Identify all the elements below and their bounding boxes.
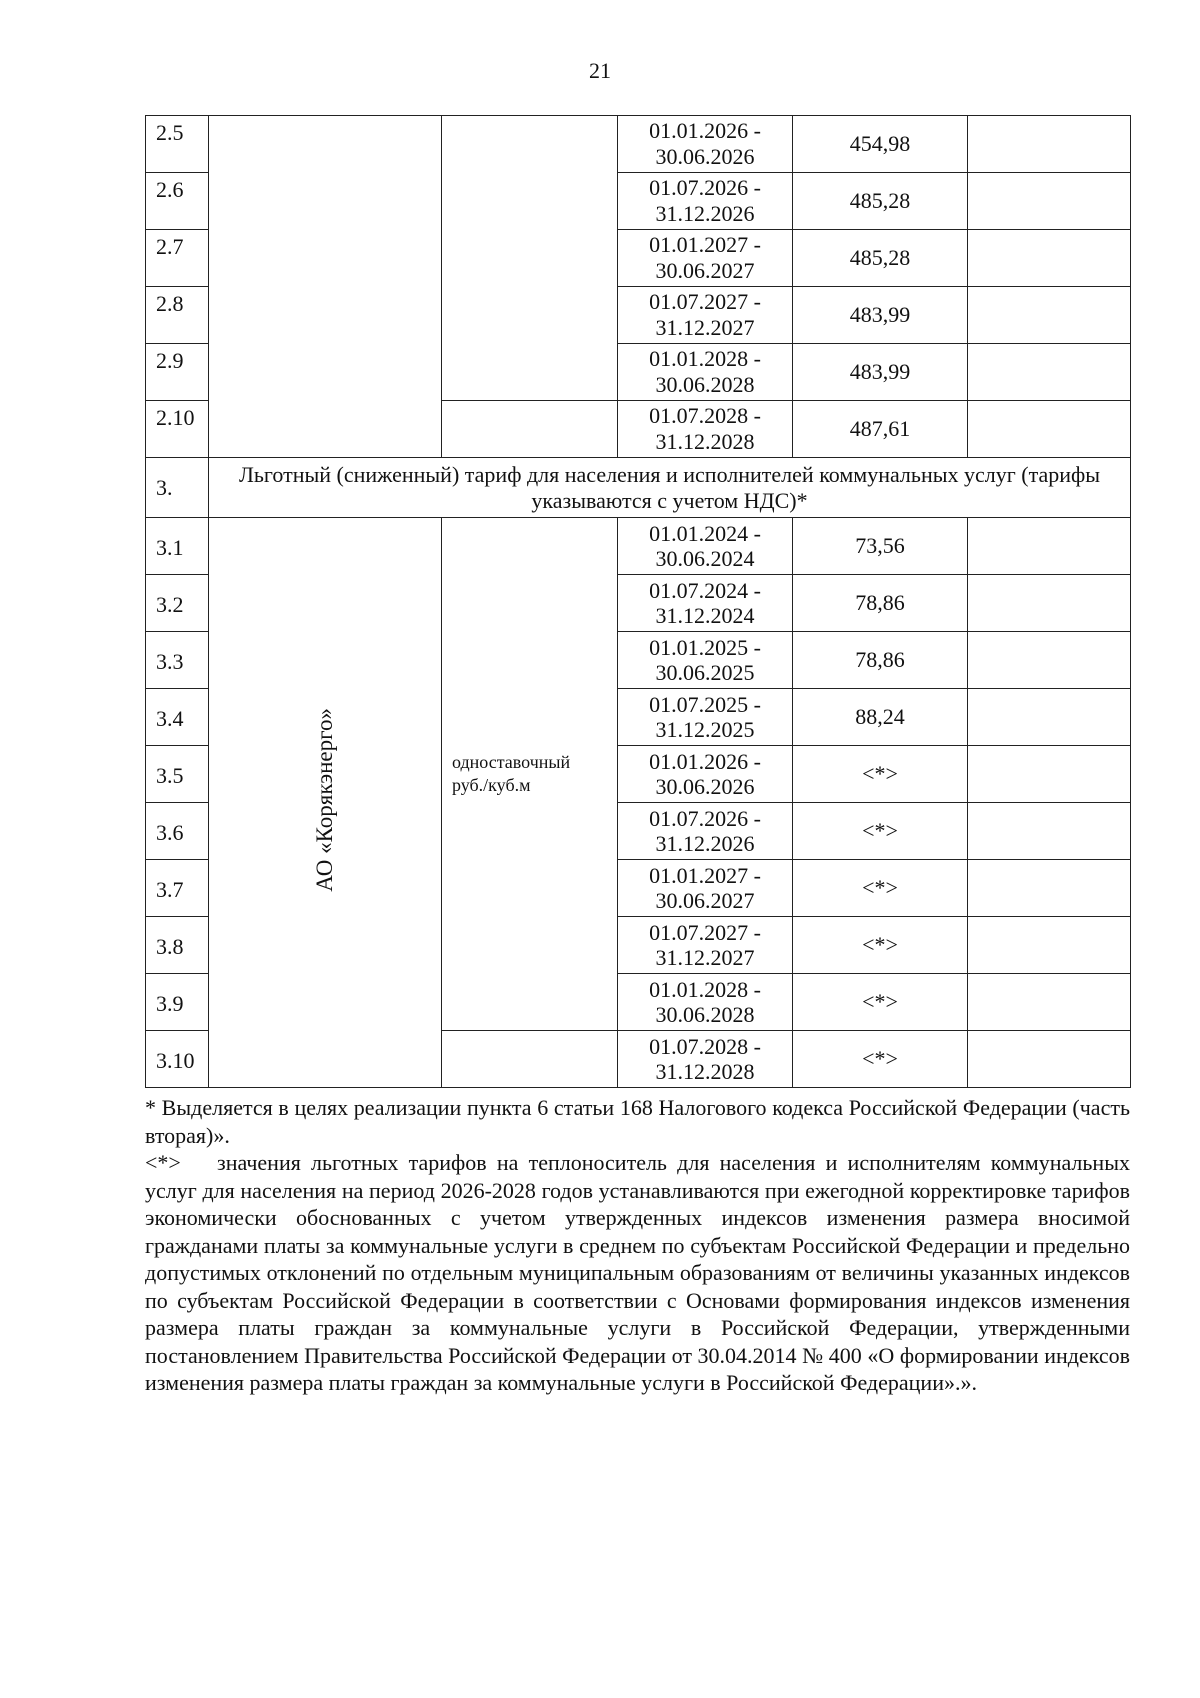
rate-type-cell	[442, 116, 618, 401]
period-cell	[618, 575, 793, 632]
row-number: 3.2	[146, 575, 209, 632]
tariff-value: 485,28	[793, 230, 968, 287]
tariff-value: 454,98	[793, 116, 968, 173]
period-cell	[618, 344, 793, 401]
period-start: 01.07.2028 -	[649, 1033, 761, 1059]
tariff-value: 78,86	[793, 632, 968, 689]
period-start: 01.07.2026 -	[649, 805, 761, 831]
period-cell	[618, 689, 793, 746]
row-number: 3.3	[146, 632, 209, 689]
row-number: 2.9	[146, 344, 209, 401]
empty-cell	[968, 1031, 1131, 1088]
period-end: 31.12.2027	[655, 315, 755, 340]
empty-cell	[968, 344, 1131, 401]
period-start: 01.07.2026 -	[649, 175, 761, 201]
footnote-mark: <*>	[145, 1150, 181, 1175]
rate-unit: руб./куб.м	[452, 775, 531, 796]
row-number: 2.8	[146, 287, 209, 344]
period-start: 01.01.2026 -	[649, 118, 761, 144]
tariff-value: <*>	[793, 917, 968, 974]
period-cell	[618, 401, 793, 458]
empty-cell	[968, 518, 1131, 575]
empty-cell	[968, 974, 1131, 1031]
period-cell	[618, 860, 793, 917]
empty-cell	[968, 803, 1131, 860]
group-title: Льготный (сниженный) тариф для населения и исполнителей коммунальных услуг (тарифы указываются с учетом НДС)*	[209, 458, 1131, 518]
period-end: 30.06.2028	[655, 1002, 755, 1028]
row-number: 2.7	[146, 230, 209, 287]
tariff-section-2	[146, 116, 1131, 458]
period-end: 30.06.2024	[655, 546, 755, 572]
rate-type-cell	[442, 1031, 618, 1088]
empty-cell	[968, 632, 1131, 689]
rate-type-cell	[442, 401, 618, 458]
period-end: 30.06.2027	[655, 258, 755, 283]
empty-cell	[968, 230, 1131, 287]
tariff-value: 483,99	[793, 344, 968, 401]
table-row	[146, 116, 1131, 173]
table-row	[146, 518, 1131, 575]
period-end: 31.12.2024	[655, 603, 755, 629]
row-number: 2.6	[146, 173, 209, 230]
tariff-section-3-header	[146, 458, 1131, 518]
period-cell	[618, 173, 793, 230]
period-end: 31.12.2025	[655, 717, 755, 743]
row-number: 3.6	[146, 803, 209, 860]
tariff-value: <*>	[793, 803, 968, 860]
tariff-value: 88,24	[793, 689, 968, 746]
tariff-value: <*>	[793, 746, 968, 803]
footnote-vat: * Выделяется в целях реализации пункта 6 статьи 168 Налогового кодекса Российской Федерации (часть вторая)».	[145, 1095, 1130, 1148]
period-end: 30.06.2025	[655, 660, 755, 686]
period-cell	[618, 632, 793, 689]
period-end: 31.12.2026	[655, 831, 755, 857]
empty-cell	[968, 860, 1131, 917]
period-end: 31.12.2027	[655, 945, 755, 971]
period-start: 01.07.2024 -	[649, 577, 761, 603]
row-number: 2.5	[146, 116, 209, 173]
period-cell	[618, 1031, 793, 1088]
period-end: 31.12.2028	[655, 1059, 755, 1085]
tariff-value: <*>	[793, 974, 968, 1031]
period-start: 01.07.2028 -	[649, 403, 761, 429]
tariff-value: 487,61	[793, 401, 968, 458]
period-start: 01.01.2028 -	[649, 976, 761, 1002]
empty-cell	[968, 689, 1131, 746]
period-end: 31.12.2028	[655, 429, 755, 454]
group-number: 3.	[146, 458, 209, 518]
empty-cell	[968, 116, 1131, 173]
period-start: 01.07.2027 -	[649, 919, 761, 945]
period-end: 31.12.2026	[655, 201, 755, 226]
period-cell	[618, 974, 793, 1031]
row-number: 3.8	[146, 917, 209, 974]
rate-type-cell	[442, 518, 618, 1031]
row-number: 3.5	[146, 746, 209, 803]
tariff-table	[145, 115, 1131, 1088]
organization-name: АО «Корякэнерго»	[311, 707, 337, 892]
period-end: 30.06.2028	[655, 372, 755, 397]
period-start: 01.01.2027 -	[649, 232, 761, 258]
organization-cell	[209, 116, 442, 458]
tariff-value: <*>	[793, 860, 968, 917]
page-number: 21	[589, 58, 611, 83]
period-cell	[618, 230, 793, 287]
tariff-value: <*>	[793, 1031, 968, 1088]
footnotes	[145, 1094, 1130, 1397]
period-start: 01.01.2026 -	[649, 748, 761, 774]
period-start: 01.07.2027 -	[649, 289, 761, 315]
period-start: 01.01.2027 -	[649, 862, 761, 888]
period-end: 30.06.2026	[655, 144, 755, 169]
empty-cell	[968, 287, 1131, 344]
period-cell	[618, 287, 793, 344]
empty-cell	[968, 575, 1131, 632]
period-cell	[618, 917, 793, 974]
tariff-value: 485,28	[793, 173, 968, 230]
tariff-section-3	[146, 518, 1131, 1088]
period-start: 01.01.2028 -	[649, 346, 761, 372]
empty-cell	[968, 401, 1131, 458]
organization-cell	[209, 518, 442, 1088]
period-cell	[618, 803, 793, 860]
row-number: 3.4	[146, 689, 209, 746]
period-cell	[618, 116, 793, 173]
period-cell	[618, 518, 793, 575]
period-end: 30.06.2027	[655, 888, 755, 914]
period-end: 30.06.2026	[655, 774, 755, 800]
empty-cell	[968, 746, 1131, 803]
empty-cell	[968, 173, 1131, 230]
period-start: 01.01.2024 -	[649, 520, 761, 546]
empty-cell	[968, 917, 1131, 974]
row-number: 3.1	[146, 518, 209, 575]
footnote-benefit	[145, 1149, 1130, 1397]
period-start: 01.07.2025 -	[649, 691, 761, 717]
footnote-benefit-text: значения льготных тарифов на теплоноситель для населения и исполнителям коммунальных услуг для населения на период 2026-2028 годов устанавливаются при ежегодной корректировке тарифов экономически обоснованных с учетом утвержденных индексов изменения размера вносимой гражданами платы за коммунальные услуги в среднем по субъектам Российской Федерации и предельно допустимых отклонений по отдельным муниципальным образованиям от величины указанных индексов по субъектам Российской Федерации в соответствии с Основами формирования индексов изменения размера платы граждан за коммунальные услуги в Российской Федерации, утвержденными постановлением Правительства Российской Федерации от 30.04.2014 № 400 «О формировании индексов изменения размера платы граждан за коммунальные услуги в Российской Федерации».».	[145, 1150, 1130, 1395]
period-cell	[618, 746, 793, 803]
row-number: 3.9	[146, 974, 209, 1031]
tariff-value: 483,99	[793, 287, 968, 344]
group-header-row	[146, 458, 1131, 518]
row-number: 3.7	[146, 860, 209, 917]
tariff-value: 73,56	[793, 518, 968, 575]
period-start: 01.01.2025 -	[649, 634, 761, 660]
row-number: 2.10	[146, 401, 209, 458]
tariff-value: 78,86	[793, 575, 968, 632]
row-number: 3.10	[146, 1031, 209, 1088]
rate-type: одноставочный	[452, 751, 571, 772]
